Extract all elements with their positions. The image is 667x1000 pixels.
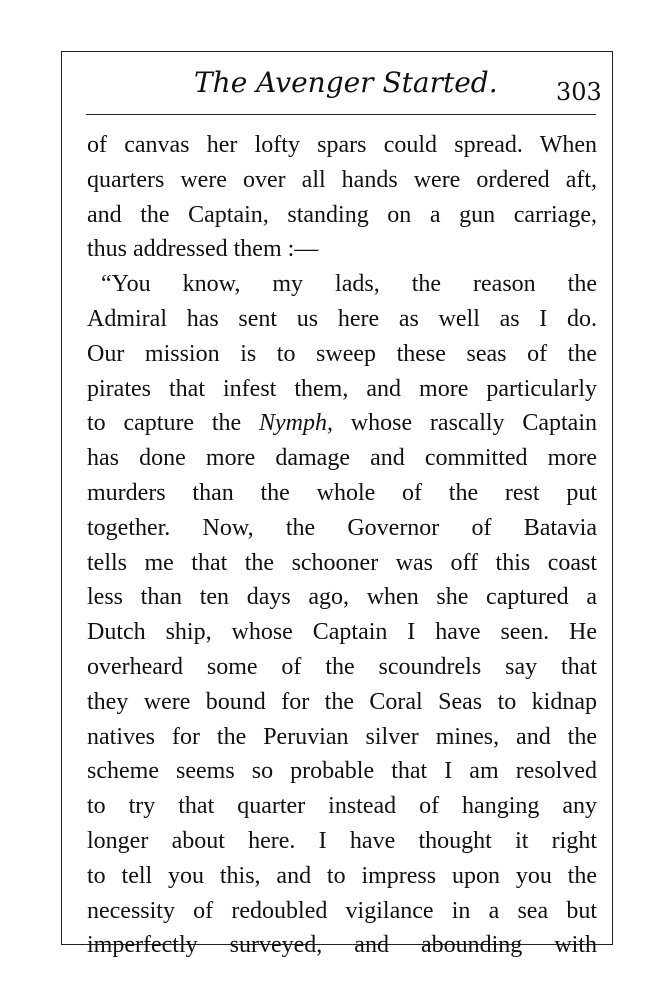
- text-line: thus addressed them :—: [87, 236, 319, 263]
- text-line: of canvas her lofty spars could spread. When: [87, 132, 597, 158]
- text-line: has done more damage and committed more: [87, 445, 597, 472]
- text-line: natives for the Peruvian silver mines, and the: [87, 723, 597, 750]
- text-line: to tell you this, and to impress upon you the: [87, 862, 597, 889]
- text-line: necessity of redoubled vigilance in a sea but: [87, 897, 597, 924]
- text-line: imperfectly surveyed, and abounding with: [87, 932, 597, 959]
- page-number: 303: [556, 78, 602, 106]
- text-line: longer about here. I have thought it right: [87, 827, 597, 854]
- text-line: overheard some of the scoundrels say that: [87, 653, 597, 680]
- text-line: tells me that the schooner was off this coast: [87, 549, 597, 576]
- text-line: murders than the whole of the rest put: [87, 479, 597, 506]
- text-line: together. Now, the Governor of Batavia: [87, 514, 597, 541]
- text-line: quarters were over all hands were ordered aft,: [87, 166, 597, 193]
- text-line: to try that quarter instead of hanging any: [87, 793, 597, 820]
- ship-name-italic: Nymph,: [259, 410, 333, 437]
- text-line: Dutch ship, whose Captain I have seen. He: [87, 619, 597, 646]
- text-line: “You know, my lads, the reason the: [101, 271, 597, 298]
- text-line: and the Captain, standing on a gun carriage,: [87, 201, 597, 228]
- text-line: Our mission is to sweep these seas of the: [87, 340, 597, 367]
- body-text: [87, 128, 597, 963]
- text-line-with-ship-name: [87, 406, 597, 441]
- text-fragment: whose rascally Captain: [350, 410, 597, 437]
- text-fragment: to capture the: [87, 410, 242, 437]
- text-line: Admiral has sent us here as well as I do.: [87, 305, 597, 332]
- text-line: they were bound for the Coral Seas to kidnap: [87, 688, 597, 715]
- text-line: pirates that infest them, and more particularly: [87, 375, 597, 402]
- text-line: less than ten days ago, when she captured a: [87, 584, 597, 611]
- running-head-title: The Avenger Started.: [194, 66, 498, 99]
- text-line: scheme seems so probable that I am resolved: [87, 758, 597, 785]
- header-rule: [86, 114, 596, 115]
